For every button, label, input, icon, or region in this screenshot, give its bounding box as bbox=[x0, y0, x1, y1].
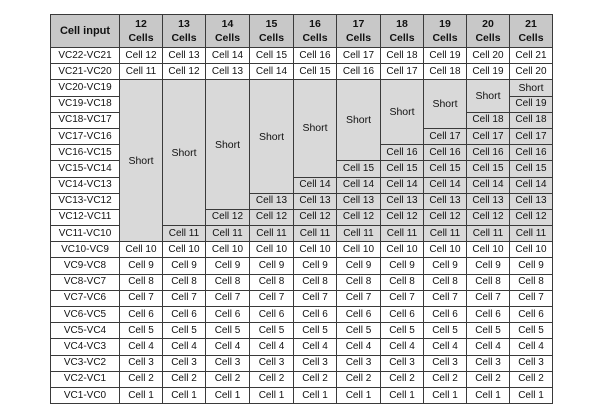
row-label: VC17-VC16 bbox=[51, 128, 120, 144]
column-header-unit: Cells bbox=[518, 32, 544, 44]
table-cell: Cell 1 bbox=[510, 387, 553, 403]
table-cell: Cell 12 bbox=[120, 48, 163, 64]
table-cell: Cell 8 bbox=[120, 274, 163, 290]
row-label: VC1-VC0 bbox=[51, 387, 120, 403]
table-cell: Cell 13 bbox=[250, 193, 294, 209]
table-cell: Cell 13 bbox=[163, 48, 206, 64]
table-cell: Cell 19 bbox=[424, 48, 467, 64]
table-cell: Cell 4 bbox=[250, 339, 294, 355]
table-cell: Cell 12 bbox=[337, 209, 381, 225]
table-cell: Cell 13 bbox=[337, 193, 381, 209]
table-cell: Cell 9 bbox=[424, 258, 467, 274]
table-cell: Cell 3 bbox=[294, 355, 337, 371]
table-cell: Cell 9 bbox=[337, 258, 381, 274]
table-cell: Cell 10 bbox=[206, 242, 250, 258]
row-label: VC20-VC19 bbox=[51, 80, 120, 96]
row-label: VC3-VC2 bbox=[51, 355, 120, 371]
table-cell: Cell 2 bbox=[294, 371, 337, 387]
table-cell: Cell 1 bbox=[467, 387, 510, 403]
row-label: VC2-VC1 bbox=[51, 371, 120, 387]
table-row bbox=[51, 80, 553, 96]
table-cell: Cell 18 bbox=[467, 112, 510, 128]
table-cell: Cell 9 bbox=[467, 258, 510, 274]
table-cell: Cell 13 bbox=[510, 193, 553, 209]
table-body bbox=[51, 48, 553, 404]
table-cell: Cell 7 bbox=[467, 290, 510, 306]
column-header-unit: Cells bbox=[258, 32, 285, 44]
table-cell: Cell 20 bbox=[467, 48, 510, 64]
table-cell: Cell 12 bbox=[467, 209, 510, 225]
row-label: VC9-VC8 bbox=[51, 258, 120, 274]
table-cell: Cell 16 bbox=[424, 145, 467, 161]
row-label: VC16-VC15 bbox=[51, 145, 120, 161]
column-header-unit: Cells bbox=[128, 32, 154, 44]
column-header-unit: Cells bbox=[302, 32, 328, 44]
short-block: Short bbox=[294, 80, 337, 177]
table-cell: Cell 2 bbox=[381, 371, 424, 387]
table-cell: Cell 10 bbox=[381, 242, 424, 258]
table-cell: Cell 15 bbox=[250, 48, 294, 64]
table-cell: Cell 16 bbox=[510, 145, 553, 161]
table-cell: Cell 3 bbox=[163, 355, 206, 371]
table-cell: Cell 19 bbox=[467, 64, 510, 80]
table-row bbox=[51, 242, 553, 258]
table-cell: Cell 6 bbox=[467, 307, 510, 323]
table-cell: Cell 10 bbox=[250, 242, 294, 258]
row-label: VC4-VC3 bbox=[51, 339, 120, 355]
table-cell: Cell 8 bbox=[381, 274, 424, 290]
column-header-unit: Cells bbox=[389, 32, 415, 44]
table-cell: Cell 5 bbox=[381, 323, 424, 339]
table-cell: Cell 18 bbox=[424, 64, 467, 80]
column-header-number: 13 bbox=[178, 18, 190, 30]
row-label: VC15-VC14 bbox=[51, 161, 120, 177]
column-header-20-cells bbox=[467, 15, 510, 48]
table-row bbox=[51, 258, 553, 274]
table-cell: Cell 1 bbox=[294, 387, 337, 403]
row-label: VC22-VC21 bbox=[51, 48, 120, 64]
table-cell: Cell 4 bbox=[206, 339, 250, 355]
row-label: VC13-VC12 bbox=[51, 193, 120, 209]
table-row bbox=[51, 48, 553, 64]
table-cell: Cell 19 bbox=[510, 96, 553, 112]
table-row bbox=[51, 323, 553, 339]
row-label: VC12-VC11 bbox=[51, 209, 120, 225]
table-cell: Cell 4 bbox=[510, 339, 553, 355]
table-cell: Cell 9 bbox=[206, 258, 250, 274]
table-cell: Cell 4 bbox=[381, 339, 424, 355]
table-cell: Cell 14 bbox=[467, 177, 510, 193]
column-header-number: 18 bbox=[396, 18, 408, 30]
table-cell: Cell 1 bbox=[163, 387, 206, 403]
table-cell: Cell 15 bbox=[337, 161, 381, 177]
table-cell: Cell 15 bbox=[294, 64, 337, 80]
table-cell: Cell 3 bbox=[467, 355, 510, 371]
table-cell: Cell 7 bbox=[424, 290, 467, 306]
table-cell: Cell 17 bbox=[467, 128, 510, 144]
table-cell: Cell 1 bbox=[337, 387, 381, 403]
table-cell: Cell 6 bbox=[337, 307, 381, 323]
table-cell: Cell 3 bbox=[381, 355, 424, 371]
table-row bbox=[51, 64, 553, 80]
table-cell: Cell 2 bbox=[510, 371, 553, 387]
table-cell: Cell 9 bbox=[510, 258, 553, 274]
row-label: VC8-VC7 bbox=[51, 274, 120, 290]
table-cell: Cell 17 bbox=[424, 128, 467, 144]
table-cell: Cell 12 bbox=[163, 64, 206, 80]
table-cell: Cell 15 bbox=[381, 161, 424, 177]
table-row bbox=[51, 274, 553, 290]
column-header-number: 12 bbox=[135, 18, 147, 30]
table-cell: Cell 2 bbox=[250, 371, 294, 387]
table-cell: Cell 1 bbox=[381, 387, 424, 403]
table-cell: Cell 3 bbox=[250, 355, 294, 371]
table-cell: Cell 8 bbox=[250, 274, 294, 290]
column-header-21-cells bbox=[510, 15, 553, 48]
table-cell: Cell 12 bbox=[294, 209, 337, 225]
table-cell: Cell 8 bbox=[294, 274, 337, 290]
cell-input-header: Cell input bbox=[51, 15, 120, 48]
column-header-number: 21 bbox=[525, 18, 537, 30]
table-row bbox=[51, 290, 553, 306]
table-cell: Cell 20 bbox=[510, 64, 553, 80]
table-cell: Cell 17 bbox=[510, 128, 553, 144]
column-header-18-cells bbox=[381, 15, 424, 48]
table-cell: Cell 3 bbox=[510, 355, 553, 371]
table-cell: Cell 7 bbox=[206, 290, 250, 306]
table-cell: Cell 9 bbox=[120, 258, 163, 274]
table-cell: Cell 5 bbox=[163, 323, 206, 339]
table-cell: Cell 16 bbox=[294, 48, 337, 64]
table-cell: Cell 11 bbox=[381, 226, 424, 242]
table-cell: Cell 4 bbox=[120, 339, 163, 355]
short-block: Short bbox=[424, 80, 467, 129]
column-header-13-cells bbox=[163, 15, 206, 48]
table-cell: Cell 9 bbox=[250, 258, 294, 274]
table-cell: Cell 14 bbox=[337, 177, 381, 193]
table-cell: Cell 4 bbox=[294, 339, 337, 355]
column-header-14-cells bbox=[206, 15, 250, 48]
table-cell: Cell 14 bbox=[510, 177, 553, 193]
row-label: VC19-VC18 bbox=[51, 96, 120, 112]
column-header-number: 15 bbox=[265, 18, 278, 30]
table-cell: Cell 14 bbox=[294, 177, 337, 193]
table-cell: Cell 7 bbox=[250, 290, 294, 306]
row-label: VC6-VC5 bbox=[51, 307, 120, 323]
table-cell: Cell 2 bbox=[206, 371, 250, 387]
table-cell: Cell 11 bbox=[467, 226, 510, 242]
table-cell: Cell 8 bbox=[424, 274, 467, 290]
column-header-number: 14 bbox=[221, 18, 234, 30]
short-block: Short bbox=[250, 80, 294, 193]
short-block: Short bbox=[467, 80, 510, 112]
table-cell: Cell 8 bbox=[510, 274, 553, 290]
table-cell: Cell 21 bbox=[510, 48, 553, 64]
column-header-number: 20 bbox=[482, 18, 494, 30]
column-header-unit: Cells bbox=[345, 32, 372, 44]
column-header-number: 19 bbox=[439, 18, 451, 30]
column-header-number: 17 bbox=[352, 18, 365, 30]
table-cell: Cell 2 bbox=[467, 371, 510, 387]
table-cell: Cell 18 bbox=[381, 48, 424, 64]
table-cell: Cell 7 bbox=[294, 290, 337, 306]
table-cell: Cell 11 bbox=[163, 226, 206, 242]
table-cell: Cell 17 bbox=[381, 64, 424, 80]
column-header-12-cells bbox=[120, 15, 163, 48]
table-row bbox=[51, 371, 553, 387]
table-cell: Cell 4 bbox=[163, 339, 206, 355]
table-cell: Cell 14 bbox=[381, 177, 424, 193]
table-cell: Cell 8 bbox=[163, 274, 206, 290]
table-cell: Cell 13 bbox=[206, 64, 250, 80]
table-cell: Cell 15 bbox=[467, 161, 510, 177]
table-cell: Cell 13 bbox=[467, 193, 510, 209]
table-cell: Cell 4 bbox=[424, 339, 467, 355]
row-label: VC21-VC20 bbox=[51, 64, 120, 80]
table-cell: Cell 3 bbox=[120, 355, 163, 371]
table-cell: Cell 11 bbox=[510, 226, 553, 242]
table-cell: Cell 7 bbox=[120, 290, 163, 306]
table-cell: Cell 5 bbox=[294, 323, 337, 339]
table-row bbox=[51, 339, 553, 355]
short-cell: Short bbox=[510, 80, 553, 96]
table-cell: Cell 7 bbox=[381, 290, 424, 306]
table-cell: Cell 2 bbox=[337, 371, 381, 387]
table-cell: Cell 14 bbox=[424, 177, 467, 193]
table-cell: Cell 6 bbox=[163, 307, 206, 323]
table-cell: Cell 16 bbox=[337, 64, 381, 80]
table-cell: Cell 7 bbox=[337, 290, 381, 306]
table-cell: Cell 10 bbox=[294, 242, 337, 258]
table-cell: Cell 6 bbox=[250, 307, 294, 323]
table-cell: Cell 12 bbox=[250, 209, 294, 225]
column-header-unit: Cells bbox=[475, 32, 501, 44]
table-cell: Cell 2 bbox=[163, 371, 206, 387]
table-cell: Cell 10 bbox=[163, 242, 206, 258]
table-cell: Cell 9 bbox=[381, 258, 424, 274]
table-cell: Cell 2 bbox=[120, 371, 163, 387]
row-label: VC14-VC13 bbox=[51, 177, 120, 193]
row-label: VC10-VC9 bbox=[51, 242, 120, 258]
table-cell: Cell 5 bbox=[467, 323, 510, 339]
column-header-number: 16 bbox=[309, 18, 321, 30]
table-cell: Cell 1 bbox=[250, 387, 294, 403]
table-row bbox=[51, 307, 553, 323]
column-header-16-cells bbox=[294, 15, 337, 48]
table-cell: Cell 13 bbox=[424, 193, 467, 209]
table-cell: Cell 1 bbox=[424, 387, 467, 403]
column-header-unit: Cells bbox=[432, 32, 458, 44]
table-cell: Cell 14 bbox=[206, 48, 250, 64]
table-cell: Cell 5 bbox=[510, 323, 553, 339]
table-cell: Cell 13 bbox=[294, 193, 337, 209]
row-label: VC5-VC4 bbox=[51, 323, 120, 339]
table-cell: Cell 1 bbox=[120, 387, 163, 403]
table-cell: Cell 4 bbox=[337, 339, 381, 355]
table-cell: Cell 14 bbox=[250, 64, 294, 80]
short-block: Short bbox=[206, 80, 250, 210]
table-cell: Cell 10 bbox=[337, 242, 381, 258]
short-block: Short bbox=[120, 80, 163, 242]
table-cell: Cell 12 bbox=[206, 209, 250, 225]
table-cell: Cell 8 bbox=[337, 274, 381, 290]
column-header-15-cells bbox=[250, 15, 294, 48]
row-label: VC7-VC6 bbox=[51, 290, 120, 306]
header-row bbox=[51, 15, 553, 48]
table-cell: Cell 11 bbox=[424, 226, 467, 242]
table-row bbox=[51, 355, 553, 371]
cell-configuration-table bbox=[50, 14, 553, 404]
column-header-unit: Cells bbox=[214, 32, 241, 44]
table-cell: Cell 3 bbox=[424, 355, 467, 371]
table-cell: Cell 11 bbox=[337, 226, 381, 242]
table-cell: Cell 5 bbox=[424, 323, 467, 339]
table-cell: Cell 6 bbox=[381, 307, 424, 323]
table-cell: Cell 11 bbox=[250, 226, 294, 242]
table-cell: Cell 5 bbox=[206, 323, 250, 339]
row-label: VC11-VC10 bbox=[51, 226, 120, 242]
table-cell: Cell 6 bbox=[120, 307, 163, 323]
table-cell: Cell 7 bbox=[163, 290, 206, 306]
table-cell: Cell 16 bbox=[467, 145, 510, 161]
row-label: VC18-VC17 bbox=[51, 112, 120, 128]
table-cell: Cell 18 bbox=[510, 112, 553, 128]
table-cell: Cell 8 bbox=[467, 274, 510, 290]
table-cell: Cell 8 bbox=[206, 274, 250, 290]
table-row bbox=[51, 387, 553, 403]
table-cell: Cell 5 bbox=[250, 323, 294, 339]
table-cell: Cell 10 bbox=[510, 242, 553, 258]
table-cell: Cell 10 bbox=[467, 242, 510, 258]
short-block: Short bbox=[163, 80, 206, 226]
table-cell: Cell 4 bbox=[467, 339, 510, 355]
table-cell: Cell 11 bbox=[120, 64, 163, 80]
table-cell: Cell 12 bbox=[381, 209, 424, 225]
table-cell: Cell 11 bbox=[206, 226, 250, 242]
table-cell: Cell 1 bbox=[206, 387, 250, 403]
table-cell: Cell 3 bbox=[206, 355, 250, 371]
table-cell: Cell 16 bbox=[381, 145, 424, 161]
table-cell: Cell 2 bbox=[424, 371, 467, 387]
table-cell: Cell 12 bbox=[424, 209, 467, 225]
short-block: Short bbox=[381, 80, 424, 145]
table-cell: Cell 9 bbox=[294, 258, 337, 274]
column-header-19-cells bbox=[424, 15, 467, 48]
table-cell: Cell 13 bbox=[381, 193, 424, 209]
table-cell: Cell 6 bbox=[206, 307, 250, 323]
table-cell: Cell 17 bbox=[337, 48, 381, 64]
table-cell: Cell 10 bbox=[120, 242, 163, 258]
table-cell: Cell 5 bbox=[337, 323, 381, 339]
column-header-unit: Cells bbox=[171, 32, 197, 44]
table-cell: Cell 6 bbox=[294, 307, 337, 323]
short-block: Short bbox=[337, 80, 381, 161]
table-cell: Cell 7 bbox=[510, 290, 553, 306]
table-cell: Cell 5 bbox=[120, 323, 163, 339]
table-cell: Cell 10 bbox=[424, 242, 467, 258]
table-cell: Cell 9 bbox=[163, 258, 206, 274]
table-cell: Cell 12 bbox=[510, 209, 553, 225]
table-cell: Cell 15 bbox=[424, 161, 467, 177]
column-header-17-cells bbox=[337, 15, 381, 48]
table-cell: Cell 6 bbox=[510, 307, 553, 323]
table-cell: Cell 11 bbox=[294, 226, 337, 242]
table-cell: Cell 3 bbox=[337, 355, 381, 371]
table-cell: Cell 6 bbox=[424, 307, 467, 323]
table-cell: Cell 15 bbox=[510, 161, 553, 177]
